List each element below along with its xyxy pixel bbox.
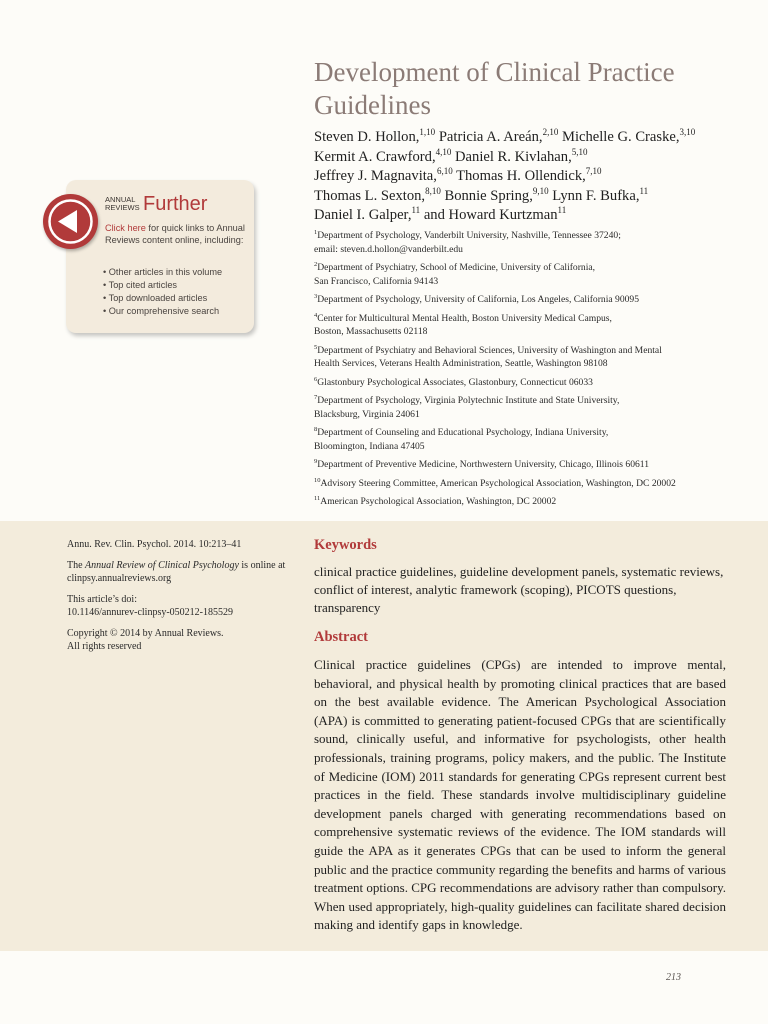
affiliation: $^{11}$American Psychological Association, Washington, DC 20002 <box>314 495 557 508</box>
keywords-heading: Keywords <box>314 537 377 553</box>
author-list <box>314 128 754 226</box>
author: and Howard Kurtzman$^{11}$ <box>423 205 567 224</box>
back-arrow-icon[interactable] <box>43 194 98 249</box>
author: Steven D. Hollon,$^{1,10}$ <box>314 127 436 145</box>
author: Thomas H. Ollendick,$^{7,10}$ <box>456 166 602 185</box>
author: Daniel I. Galper,$^{11}$ <box>314 205 421 224</box>
keywords-text: clinical practice guidelines, guideline development panels, systematic reviews, conflict of interest, analytic framework (scoping), PICOTS questions, transparency <box>314 564 724 615</box>
affiliation: $^7$Department of Psychology, Virginia Polytechnic Institute and State University, Blacksburg, Virginia 24061 <box>314 394 620 420</box>
author: Bonnie Spring,$^{9,10}$ <box>444 185 549 204</box>
doi: This article’s doi: 10.1146/annurev-clinpsy-050212-185529 <box>67 594 233 618</box>
author: Thomas L. Sexton,$^{8,10}$ <box>314 185 441 204</box>
click-here-link[interactable]: Click here <box>105 223 146 233</box>
author: Jeffrey J. Magnavita,$^{6,10}$ <box>314 166 453 185</box>
affiliation: $^3$Department of Psychology, University of California, Los Angeles, California 90095 <box>314 292 640 306</box>
affiliation-list <box>314 229 754 514</box>
citation: Annu. Rev. Clin. Psychol. 2014. 10:213–41 <box>67 539 242 550</box>
article-meta <box>67 538 297 661</box>
affiliation: $^9$Department of Preventive Medicine, Northwestern University, Chicago, Illinois 60611 <box>314 458 650 471</box>
online-note: The Annual Review of Clinical Psychology is online at clinpsy.annualreviews.org <box>67 560 286 584</box>
author: Michelle G. Craske,$^{3,10}$ <box>561 127 696 145</box>
annual-reviews-logo: ANNUAL REVIEWS <box>105 195 140 212</box>
further-link-other-articles[interactable]: • Other articles in this volume <box>103 267 223 277</box>
further-intro: Click here for quick links to Annual Reviews content online, including: <box>105 223 245 246</box>
affiliation: $^{10}$Advisory Steering Committee, American Psychological Association, Washington, DC 20002 <box>314 476 676 489</box>
author: Lynn F. Bufka,$^{11}$ <box>552 185 649 204</box>
further-link-top-cited[interactable]: • Top cited articles <box>103 280 178 290</box>
author: Daniel R. Kivlahan,$^{5,10}$ <box>455 146 588 165</box>
further-logo: Further <box>143 193 208 215</box>
page-number: 213 <box>666 972 681 983</box>
affiliation: $^1$Department of Psychology, Vanderbilt University, Nashville, Tennessee 37240; email: steven.d.hollon@vanderbilt.edu <box>314 228 621 255</box>
affiliation: $^2$Department of Psychiatry, School of Medicine, University of California, San Francisco, California 94143 <box>314 260 596 287</box>
author: Kermit A. Crawford,$^{4,10}$ <box>314 146 452 165</box>
affiliation: $^8$Department of Counseling and Educational Psychology, Indiana University, Bloomington, Indiana 47405 <box>314 426 609 452</box>
article-title: Development of Clinical Practice Guidelines <box>314 57 675 120</box>
affiliation: $^6$Glastonbury Psychological Associates, Glastonbury, Connecticut 06033 <box>314 375 593 388</box>
further-links <box>103 266 222 318</box>
affiliation: $^4$Center for Multicultural Mental Health, Boston University Medical Campus, Boston, Massachusetts 02118 <box>314 311 612 338</box>
abstract-text: Clinical practice guidelines (CPGs) are intended to improve mental, behavioral, and physical health by promoting clinical practices that are based on the best available evidence. The American Psychological Association (APA) is committed to generating patient-focused CPGs that are scientifically sound, clinically useful, and informative for psychologists, other health professionals, training programs, policy makers, and the public. The Institute of Medicine (IOM) 2011 standards for generating CPGs represent current best practices in the field. These standards involve multidisciplinary guideline development panels charged with generating recommendations based on comprehensive systematic reviews of the evidence. The IOM standards will guide the APA as it generates CPGs that can be used to inform the general public and the practice community regarding the benefits and harms of various treatment options. CPG recommendations are advisory rather than compulsory. When used appropriately, high-quality guidelines can facilitate shared decision making and identify gaps in knowledge. <box>314 657 726 933</box>
abstract-heading: Abstract <box>314 629 368 645</box>
copyright: Copyright © 2014 by Annual Reviews. All rights reserved <box>67 628 224 652</box>
further-link-search[interactable]: • Our comprehensive search <box>103 306 220 316</box>
further-link-top-downloaded[interactable]: • Top downloaded articles <box>103 293 208 303</box>
author: Patricia A. Areán,$^{2,10}$ <box>438 127 559 145</box>
affiliation: $^5$Department of Psychiatry and Behavioral Sciences, University of Washington and Mental Health Services, Veterans Health Administration, Seattle, Washington 98108 <box>314 343 662 370</box>
